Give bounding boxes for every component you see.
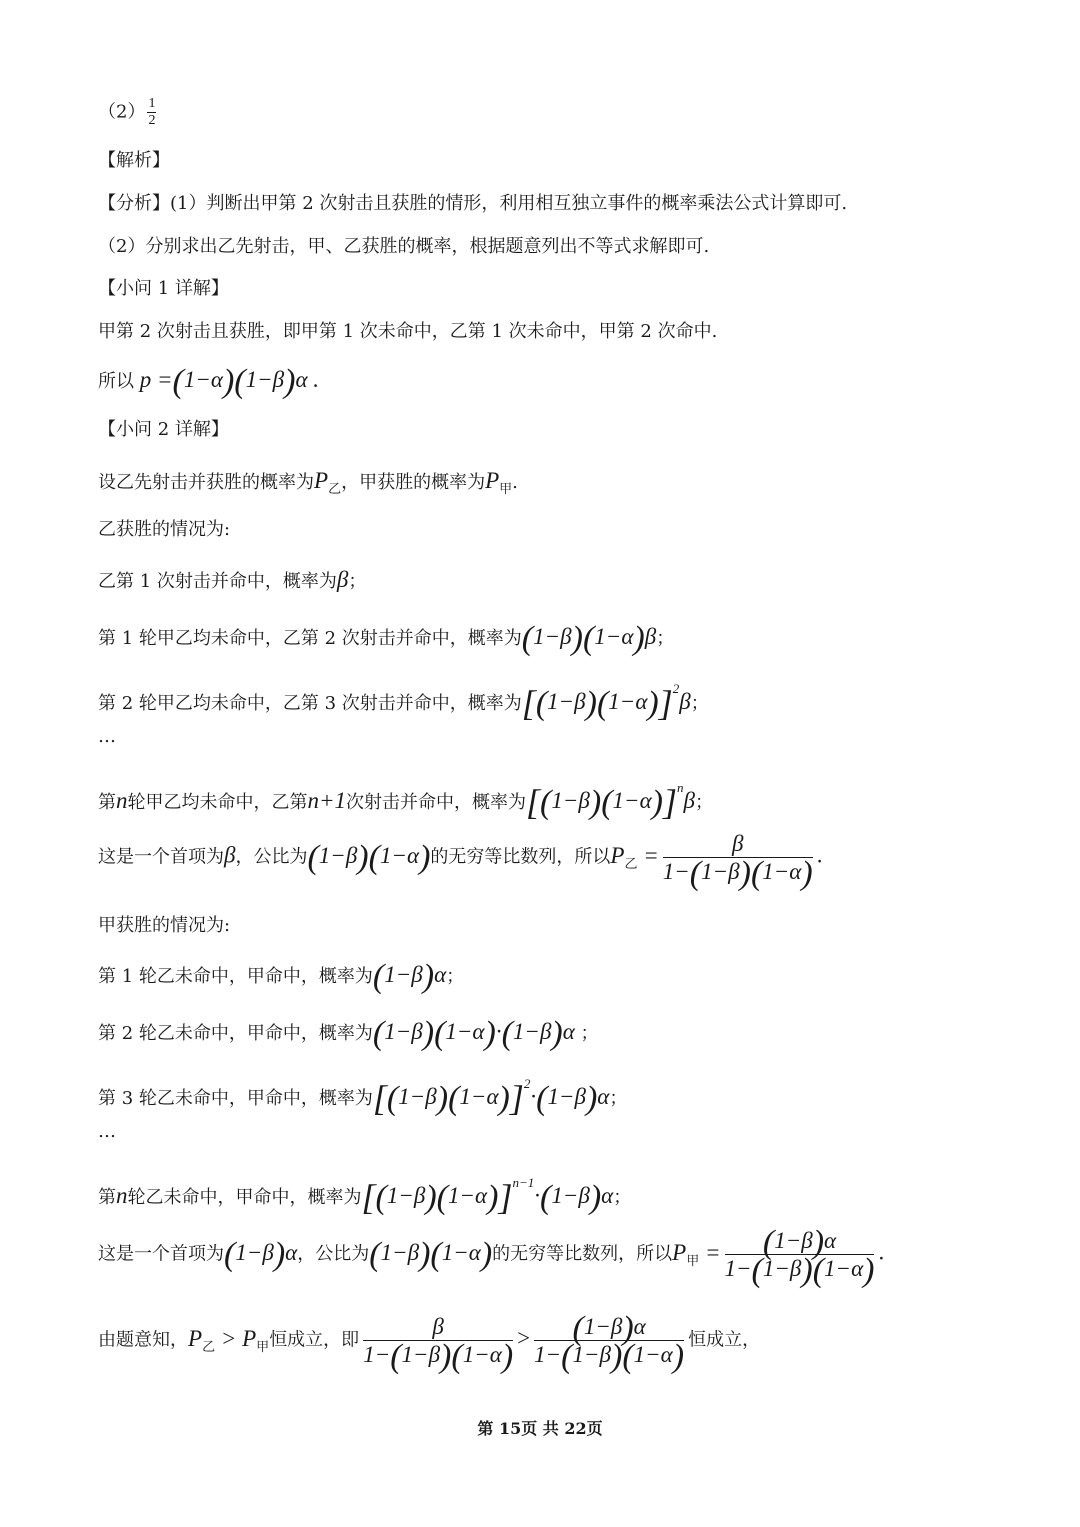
q2-definition: 设乙先射击并获胜的概率为$P_乙$，甲获胜的概率为$P_甲$. [98, 468, 518, 497]
yi-wins-heading: 乙获胜的情况为: [98, 519, 231, 540]
p-jia-fraction: $\frac{(1-\beta)\alpha}{1-(1-\beta)(1-\alpha)}$ [724, 1224, 875, 1289]
jia-case-3: 第 3 轮乙未命中，甲命中，概率为$[(1-\beta)(1-\alpha)]^2\cdot(1-\beta)\alpha$； [98, 1076, 628, 1118]
jia-series-sum: 这是一个首项为(1−β)α，公比为(1−β)(1−α)的无穷等比数列，所以$P_甲$ = $\frac{(1-\beta)\alpha}{1-(1-\beta)(1-\alpha)}$ . [98, 1224, 885, 1289]
ellipsis-1: … [98, 726, 116, 747]
jia-case-n: 第n轮乙未命中，甲命中，概率为$[(1-\beta)(1-\alpha)]^{n-1}\cdot(1-\beta)\alpha$； [98, 1175, 632, 1217]
p-formula: p =(1−α)(1−β)α . [139, 363, 320, 400]
page-footer: 第 15页 共 22页 [477, 1419, 603, 1438]
yi-case-3: 第 2 轮甲乙均未命中，乙第 3 次射击并命中，概率为$[(1-\beta)(1-\alpha)]^2\beta$； [98, 681, 709, 723]
part2-answer: （2） $\frac{1}{2}$ [98, 96, 156, 128]
analysis-heading: 【解析】 [98, 150, 170, 171]
answer-fraction: $\frac{1}{2}$ [148, 96, 156, 128]
yi-case-2: 第 1 轮甲乙均未命中，乙第 2 次射击并命中，概率为(1−β)(1−α)β； [98, 620, 675, 657]
p-yi-fraction: $\frac{\beta}{1-(1-\beta)(1-\alpha)}$ [662, 831, 813, 892]
rhs-fraction: $\frac{(1-\beta)\alpha}{1-(1-\beta)(1-\alpha)}$ [534, 1310, 685, 1375]
jia-case-1: 第 1 轮乙未命中，甲命中，概率为(1−β)α； [98, 958, 465, 995]
lhs-fraction: $\frac{\beta}{1-(1-\beta)(1-\alpha)}$ [363, 1314, 514, 1375]
ellipsis-2: … [98, 1121, 116, 1142]
q1-formula-line: 所以 p =(1−α)(1−β)α . [98, 363, 320, 400]
jia-wins-heading: 甲获胜的情况为: [98, 915, 231, 936]
q1-heading: 【小问 1 详解】 [98, 278, 229, 299]
yi-case-n: 第n轮甲乙均未命中，乙第n+1次射击并命中，概率为$[(1-\beta)(1-\alpha)]^n\beta$； [98, 780, 713, 822]
analysis-line-1: 【分析】(1）判断出甲第 2 次射击且获胜的情形，利用相互独立事件的概率乘法公式计算即可. [98, 193, 848, 214]
q1-line-1: 甲第 2 次射击且获胜，即甲第 1 次未命中，乙第 1 次未命中，甲第 2 次命中. [98, 321, 718, 342]
yi-case-1: 乙第 1 次射击并命中，概率为β； [98, 567, 367, 592]
inequality-line: 由题意知，$P_乙 > P_甲$恒成立，即 $\frac{\beta}{1-(1-\beta)(1-\alpha)}$ > $\frac{(1-\beta)\alpha}{1-(1-\beta)(1-\alpha)}$ 恒成立， [98, 1310, 761, 1375]
jia-case-2: 第 2 轮乙未命中，甲命中，概率为(1−β)(1−α)·(1−β)α ； [98, 1015, 599, 1052]
q2-heading: 【小问 2 详解】 [98, 419, 229, 440]
analysis-line-2: （2）分别求出乙先射击，甲、乙获胜的概率，根据题意列出不等式求解即可. [98, 236, 710, 257]
yi-series-sum: 这是一个首项为β，公比为(1−β)(1−α)的无穷等比数列，所以$P_乙$ = $\frac{\beta}{1-(1-\beta)(1-\alpha)}$ . [98, 831, 823, 892]
